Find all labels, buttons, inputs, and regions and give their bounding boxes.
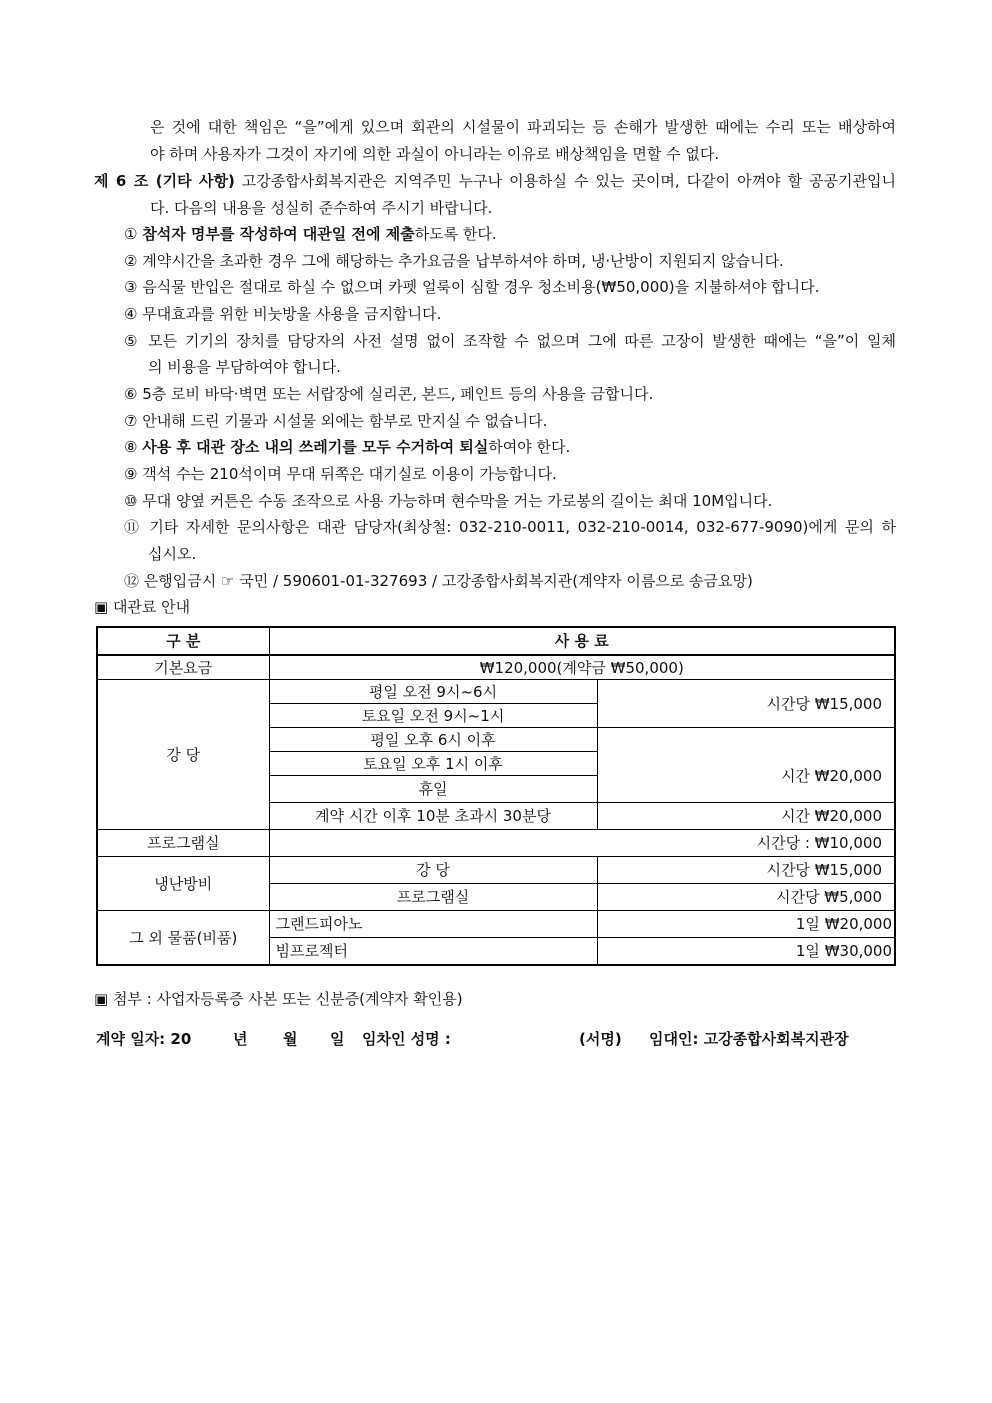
date-year: 년	[233, 1030, 248, 1048]
rule-item-11-cont: 십시오.	[148, 545, 197, 563]
rule-item-5: ⑤ 모든 기기의 장치를 담당자의 사전 설명 없이 조작할 수 없으며 그에 따른 고장이 발생한 때에는 “을”이 일체	[124, 332, 896, 350]
rule-item-6: ⑥ 5층 로비 바닥·벽면 또는 서랍장에 실리콘, 본드, 페인트 등의 사용을 금합니다.	[124, 385, 654, 403]
table-row	[97, 830, 895, 857]
article6-intro	[94, 171, 896, 191]
hvac-row-price: 시간당 ₩15,000	[597, 857, 895, 884]
rule-item-2: ② 계약시간을 초과한 경우 그에 해당하는 추가요금을 납부하셔야 하며, 냉·난방이 지원되지 않습니다.	[124, 252, 784, 270]
basic-label: 기본요금	[97, 655, 269, 680]
table-row	[97, 911, 895, 938]
hall-row: 평일 오전 9시~6시	[269, 680, 597, 704]
hall-row: 토요일 오전 9시~1시	[269, 704, 597, 728]
hvac-label: 냉난방비	[97, 857, 269, 911]
rule-item-1-bold: 참석자 명부를 작성하여 대관일 전에 제출	[142, 225, 415, 243]
table-row	[97, 857, 895, 884]
other-row-name: 빔프로젝터	[269, 938, 597, 966]
basic-value: ₩120,000(계약금 ₩50,000)	[269, 655, 895, 680]
rule-item-1: ① 참석자 명부를 작성하여 대관일 전에 제출하도록 한다.	[124, 225, 497, 243]
hall-price-night: 시간 ₩20,000	[597, 728, 895, 803]
hall-label: 강 당	[97, 680, 269, 830]
hall-row: 토요일 오후 1시 이후	[269, 752, 597, 776]
hall-row: 휴일	[269, 776, 597, 803]
hvac-row-name: 강 당	[269, 857, 597, 884]
hall-price-day: 시간당 ₩15,000	[597, 680, 895, 728]
other-row-price: 1일 ₩20,000	[597, 911, 895, 938]
rule-item-4: ④ 무대효과를 위한 비눗방울 사용을 금지합니다.	[124, 305, 442, 323]
fee-section-title: ▣ 대관료 안내	[94, 598, 191, 616]
continuation-line-2: 야 하며 사용자가 그것이 자기에 의한 과실이 아니라는 이유로 배상책임을 면할 수 없다.	[150, 145, 720, 163]
rule-item-8-bold: 사용 후 대관 장소 내의 쓰레기를 모두 수거하여 퇴실	[142, 438, 489, 456]
header-category: 구 분	[97, 627, 269, 655]
rule-item-7: ⑦ 안내해 드린 기물과 시설물 외에는 함부로 만지실 수 없습니다.	[124, 412, 548, 430]
program-label: 프로그램실	[97, 830, 269, 857]
date-day: 일	[330, 1030, 345, 1048]
article6-intro-text: 고강종합사회복지관은 지역주민 누구나 이용하실 수 있는 곳이며, 다같이 아껴야 할 공공기관입니	[234, 172, 896, 190]
tenant-name-label: 임차인 성명 :	[362, 1030, 451, 1048]
hall-row: 계약 시간 이후 10분 초과시 30분당	[269, 803, 597, 830]
other-label: 그 외 물품(비품)	[97, 911, 269, 966]
rule-item-10: ⑩ 무대 양옆 커튼은 수동 조작으로 사용 가능하며 현수막을 거는 가로봉의 길이는 최대 10M입니다.	[124, 492, 773, 510]
header-fee: 사 용 료	[269, 627, 895, 655]
rule-item-12: ⑫ 은행입금시 ☞ 국민 / 590601-01-327693 / 고강종합사회복지관(계약자 이름으로 송금요망)	[124, 572, 753, 590]
hvac-row-name: 프로그램실	[269, 884, 597, 911]
program-value: 시간당 : ₩10,000	[269, 830, 895, 857]
other-row-name: 그랜드피아노	[269, 911, 597, 938]
article6-intro-line-2: 다. 다음의 내용을 성실히 준수하여 주시기 바랍니다.	[150, 199, 493, 217]
hvac-row-price: 시간당 ₩5,000	[597, 884, 895, 911]
continuation-line-1: 은 것에 대한 책임은 “을”에게 있으며 회관의 시설물이 파괴되는 등 손해가 발생한 때에는 수리 또는 배상하여	[150, 118, 896, 136]
article6-heading: 제 6 조 (기타 사항)	[94, 172, 235, 190]
rule-item-3: ③ 음식물 반입은 절대로 하실 수 없으며 카펫 얼룩이 심할 경우 청소비용(₩50,000)을 지불하셔야 합니다.	[124, 278, 820, 296]
hall-row: 평일 오후 6시 이후	[269, 728, 597, 752]
attachment-note: ▣ 첨부 : 사업자등록증 사본 또는 신분증(계약자 확인용)	[94, 990, 463, 1008]
fee-table	[96, 626, 896, 966]
landlord-label: 임대인: 고강종합사회복지관장	[649, 1030, 849, 1048]
table-row	[97, 680, 895, 704]
hall-price-overtime: 시간 ₩20,000	[597, 803, 895, 830]
contract-date-label: 계약 일자: 20	[96, 1030, 192, 1048]
rule-item-5-cont: 의 비용을 부담하여야 합니다.	[148, 358, 341, 376]
date-month: 월	[283, 1030, 298, 1048]
table-header-row	[97, 627, 895, 655]
rule-item-11: ⑪ 기타 자세한 문의사항은 대관 담당자(최상철: 032-210-0011, 032-210-0014, 032-677-9090)에게 문의 하	[124, 518, 896, 536]
signature-mark: (서명)	[579, 1030, 622, 1048]
table-row	[97, 655, 895, 680]
rule-item-8: ⑧ 사용 후 대관 장소 내의 쓰레기를 모두 수거하여 퇴실하여야 한다.	[124, 438, 571, 456]
other-row-price: 1일 ₩30,000	[597, 938, 895, 966]
rule-item-9: ⑨ 객석 수는 210석이며 무대 뒤쪽은 대기실로 이용이 가능합니다.	[124, 465, 557, 483]
